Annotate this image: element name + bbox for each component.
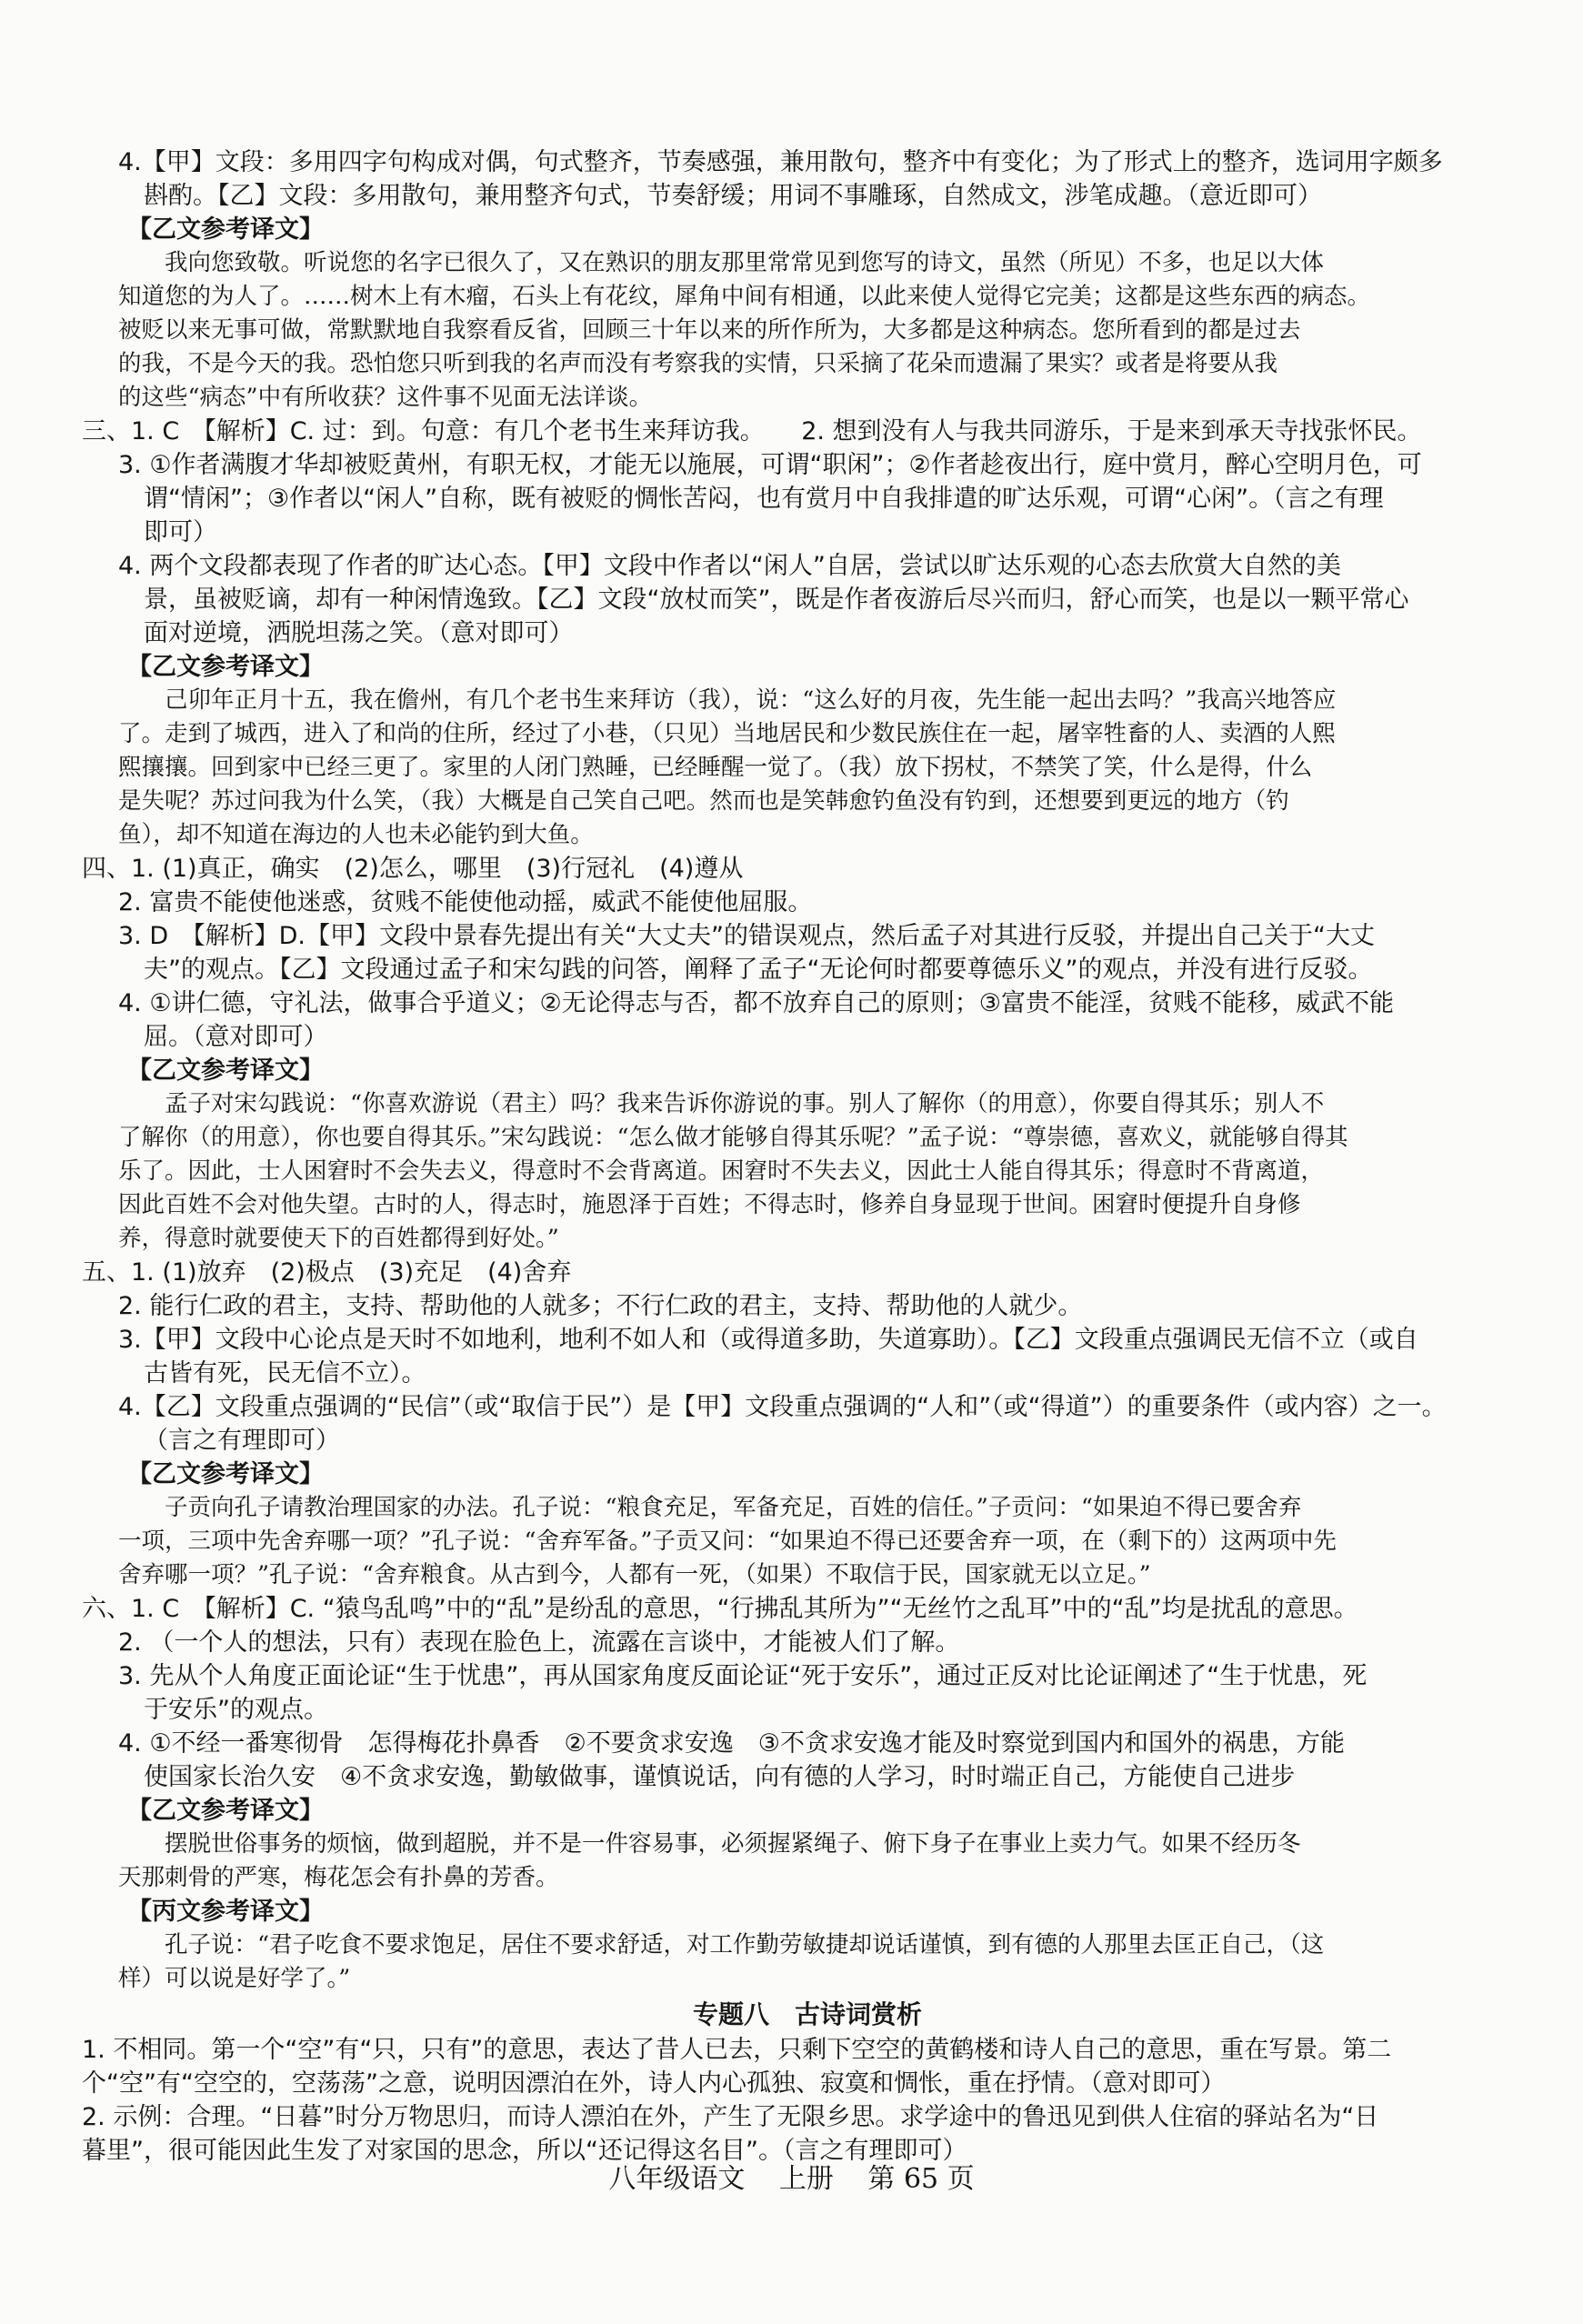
answer-item xyxy=(118,549,1497,650)
answer-item xyxy=(118,886,1497,919)
text-line: 养，得意时就要使天下的百姓都得到好处。” xyxy=(118,1225,559,1252)
text-line: 三、1. C 【解析】C. 过：到。句意：有几个老书生来拜访我。 2. 想到没有人与我共同游乐，于是来到承天寺找张怀民。 xyxy=(82,417,1422,446)
section-answer xyxy=(82,1592,1497,1626)
text-line: 3. ①作者满腹才华却被贬黄州，有职无权，才能无以施展，可谓“职闲”；②作者趁夜出行，庭中赏月，醉心空明月色，可 xyxy=(118,451,1422,479)
translation-heading xyxy=(118,1458,1497,1491)
text-line: 鱼），却不知道在海边的人也未必能钓到大鱼。 xyxy=(118,821,594,848)
text-line: 3. 先从个人角度正面论证“生于忧患”，再从国家角度反面论证“死于安乐”，通过正反对比论证阐述了“生于忧患，死 xyxy=(118,1662,1368,1690)
text-line: 了解你（的用意），你也要自得其乐。”宋勾践说：“怎么做才能够自得其乐呢？”孟子说：“尊崇德，喜欢义，就能够自得其 xyxy=(118,1124,1348,1151)
section-answer xyxy=(82,852,1497,886)
translation-text xyxy=(118,1491,1497,1592)
translation-text xyxy=(118,1928,1497,1996)
text-line: 孟子对宋勾践说：“你喜欢游说（君主）吗？我来告诉你游说的事。别人了解你（的用意），你要自得其乐；别人不 xyxy=(118,1090,1325,1117)
text-line: 4.【乙】文段重点强调的“民信”（或“取信于民”）是【甲】文段重点强调的“人和”（或“得道”）的重要条件（或内容）之一。 xyxy=(118,1393,1447,1421)
text-line: 孔子说：“君子吃食不要求饱足，居住不要求舒适，对工作勤劳敏捷却说话谨慎，到有德的人那里去匡正自己，（这 xyxy=(118,1931,1325,1958)
answer-content xyxy=(82,145,1497,2168)
text-line: 【乙文参考译文】 xyxy=(127,653,324,681)
footer-volume: 上册 xyxy=(778,2163,834,2195)
answer-item xyxy=(118,1727,1497,1794)
text-line: 四、1. (1)真正，确实 (2)怎么，哪里 (3)行冠礼 (4)遵从 xyxy=(82,855,744,883)
text-line: 于安乐”的观点。 xyxy=(144,1696,328,1724)
text-line: 面对逆境，洒脱坦荡之笑。（意对即可） xyxy=(144,619,574,647)
text-line: 夫”的观点。【乙】文段通过孟子和宋勾践的问答，阐释了孟子“无论何时都要尊德乐义”的观点，并没有进行反驳。 xyxy=(144,956,1373,984)
text-line: 1. 不相同。第一个“空”有“只，只有”的意思，表达了昔人已去，只剩下空空的黄鹤楼和诗人自己的意思，重在写景。第二 xyxy=(82,2036,1392,2064)
text-line: 六、1. C 【解析】C. “猿鸟乱鸣”中的“乱”是纷乱的意思，“行拂乱其所为”“无丝竹之乱耳”中的“乱”均是扰乱的意思。 xyxy=(82,1595,1358,1623)
page-footer xyxy=(0,2162,1583,2196)
text-line: 古皆有死，民无信不立）。 xyxy=(144,1359,426,1387)
text-line: 景，虽被贬谪，却有一种闲情逸致。【乙】文段“放杖而笑”，既是作者夜游后尽兴而归，舒心而笑，也是以一颗平常心 xyxy=(144,586,1409,614)
translation-heading xyxy=(118,1794,1497,1828)
answer-item xyxy=(118,1659,1497,1727)
answer-item xyxy=(118,919,1497,987)
translation-heading xyxy=(118,1895,1497,1928)
text-line: 一项，三项中先舍弃哪一项？”孔子说：“舍弃军备。”子贡又问：“如果迫不得已还要舍弃一项，在（剩下的）这两项中先 xyxy=(118,1528,1337,1555)
text-line: 暮里”，很可能因此生发了对家国的思念，所以“还记得这名目”。（言之有理即可） xyxy=(82,2137,967,2165)
text-line: 即可） xyxy=(144,518,217,546)
text-line: 被贬以来无事可做，常默默地自我察看反省，回顾三十年以来的所作所为，大多都是这种病态。您所看到的都是过去 xyxy=(118,316,1301,344)
text-line: 个“空”有“空空的，空荡荡”之意，说明因漂泊在外，诗人内心孤独、寂寞和惆怅，重在抒情。（意对即可） xyxy=(82,2069,1226,2098)
footer-grade: 八年级语文 xyxy=(608,2163,746,2195)
answer-item xyxy=(82,2100,1497,2168)
translation-heading xyxy=(118,1054,1497,1087)
answer-item xyxy=(118,1626,1497,1659)
text-line: 子贡向孔子请教治理国家的办法。孔子说：“粮食充足，军备充足，百姓的信任。”子贡问：“如果迫不得已要舍弃 xyxy=(118,1494,1302,1521)
text-line: 因此百姓不会对他失望。古时的人，得志时，施恩泽于百姓；不得志时，修养自身显现于世间。困窘时便提升自身修 xyxy=(118,1191,1301,1218)
answer-item xyxy=(118,145,1497,213)
text-line: 3. D 【解析】D.【甲】文段中景春先提出有关“大丈夫”的错误观点，然后孟子对其进行反驳，并提出自己关于“大丈 xyxy=(118,922,1375,950)
text-line: 4.【甲】文段：多用四字句构成对偶，句式整齐，节奏感强，兼用散句，整齐中有变化；为了形式上的整齐，选词用字颇多 xyxy=(118,148,1443,176)
text-line: 4. 两个文段都表现了作者的旷达心态。【甲】文段中作者以“闲人”自居，尝试以旷达乐观的心态去欣赏大自然的美 xyxy=(118,552,1341,580)
text-line: 斟酌。【乙】文段：多用散句，兼用整齐句式，节奏舒缓；用词不事雕琢，自然成文，涉笔成趣。（意近即可） xyxy=(144,182,1322,210)
text-line: 的我，不是今天的我。恐怕您只听到我的名声而没有考察我的实情，只采摘了花朵而遗漏了果实？或者是将要从我 xyxy=(118,350,1278,377)
text-line: 2. （一个人的想法，只有）表现在脸色上，流露在言谈中，才能被人们了解。 xyxy=(118,1628,960,1657)
section-answer xyxy=(82,1256,1497,1289)
answer-item xyxy=(82,2033,1497,2100)
text-line: 摆脱世俗事务的烦恼，做到超脱，并不是一件容易事，必须握紧绳子、俯下身子在事业上卖力气。如果不经历冬 xyxy=(118,1830,1301,1858)
text-line: 己卯年正月十五，我在儋州，有几个老书生来拜访（我），说：“这么好的月夜，先生能一起出去吗？”我高兴地答应 xyxy=(118,686,1337,714)
text-line: 4. ①不经一番寒彻骨 怎得梅花扑鼻香 ②不要贪求安逸 ③不贪求安逸才能及时察觉到国内和国外的祸患，方能 xyxy=(118,1729,1345,1758)
text-line: 【乙文参考译文】 xyxy=(127,1460,324,1488)
text-line: 的这些“病态”中有所收获？这件事不见面无法详谈。 xyxy=(118,384,653,411)
text-line: 熙攘攘。回到家中已经三更了。家里的人闭门熟睡，已经睡醒一觉了。（我）放下拐杖，不禁笑了笑，什么是得，什么 xyxy=(118,754,1313,781)
text-line: 2. 能行仁政的君主，支持、帮助他的人就多；不行仁政的君主，支持、帮助他的人就少。 xyxy=(118,1292,1083,1320)
topic-title xyxy=(118,1998,1497,2031)
translation-heading xyxy=(118,213,1497,246)
translation-heading xyxy=(118,650,1497,684)
text-line: 3.【甲】文段中心论点是天时不如地利，地利不如人和（或得道多助，失道寡助）。【乙】文段重点强调民无信不立（或自 xyxy=(118,1326,1418,1354)
translation-text xyxy=(118,1087,1497,1256)
text-line: 2. 富贵不能使他迷惑，贫贱不能使他动摇，威武不能使他屈服。 xyxy=(118,888,813,917)
text-line: 谓“情闲”；③作者以“闲人”自称，既有被贬的惆怅苦闷，也有赏月中自我排遣的旷达乐观，可谓“心闲”。（言之有理 xyxy=(144,485,1384,513)
text-line: 我向您致敬。听说您的名字已很久了，又在熟识的朋友那里常常见到您写的诗文，虽然（所见）不多，也足以大体 xyxy=(118,249,1325,276)
text-line: 【乙文参考译文】 xyxy=(127,215,324,244)
text-line: 舍弃哪一项？”孔子说：“舍弃粮食。从古到今，人都有一死，（如果）不取信于民，国家就无以立足。” xyxy=(118,1561,1151,1588)
text-line: 五、1. (1)放弃 (2)极点 (3)充足 (4)舍弃 xyxy=(82,1258,572,1287)
translation-text xyxy=(118,1828,1497,1895)
footer-page-number: 第 65 页 xyxy=(867,2163,975,2195)
answer-item xyxy=(118,448,1497,549)
text-line: 样）可以说是好学了。” xyxy=(118,1965,351,1992)
translation-text xyxy=(118,246,1497,415)
text-line: 【乙文参考译文】 xyxy=(127,1057,324,1085)
text-line: 【乙文参考译文】 xyxy=(127,1797,324,1825)
text-line: 乐了。因此，士人困窘时不会失去义，得意时不会背离道。困窘时不失去义，因此士人能自得其乐；得意时不背离道， xyxy=(118,1157,1325,1185)
answer-item xyxy=(118,987,1497,1054)
text-line: 使国家长治久安 ④不贪求安逸，勤敏做事，谨慎说话，向有德的人学习，时时端正自己，方能使自己进步 xyxy=(144,1763,1296,1791)
text-line: 【丙文参考译文】 xyxy=(127,1898,324,1926)
text-line: 了。走到了城西，进入了和尚的住所，经过了小巷，（只见）当地居民和少数民族住在一起，屠宰牲畜的人、卖酒的人熙 xyxy=(118,720,1336,747)
answer-item xyxy=(118,1323,1497,1390)
text-line: 是失呢？苏过问我为什么笑，（我）大概是自己笑自己吧。然而也是笑韩愈钓鱼没有钓到，还想要到更远的地方（钓 xyxy=(118,787,1289,815)
answer-item xyxy=(118,1289,1497,1323)
text-line: 4. ①讲仁德，守礼法，做事合乎道义；②无论得志与否，都不放弃自己的原则；③富贵不能淫，贫贱不能移，威武不能 xyxy=(118,989,1394,1017)
text-line: （言之有理即可） xyxy=(144,1427,340,1455)
section-answer xyxy=(82,415,1497,448)
text-line: 专题八 古诗词赏析 xyxy=(692,1999,922,2029)
text-line: 知道您的为人了。……树木上有木瘤，石头上有花纹，犀角中间有相通，以此来使人觉得它完美；这都是这些东西的病态。 xyxy=(118,283,1371,310)
text-line: 屈。（意对即可） xyxy=(144,1023,328,1051)
answer-item xyxy=(118,1390,1497,1458)
text-line: 天那刺骨的严寒，梅花怎会有扑鼻的芳香。 xyxy=(118,1864,559,1891)
translation-text xyxy=(118,684,1497,852)
text-line: 2. 示例：合理。“日暮”时分万物思归，而诗人漂泊在外，产生了无限乡思。求学途中的鲁迅见到供人住宿的驿站名为“日 xyxy=(82,2103,1379,2131)
